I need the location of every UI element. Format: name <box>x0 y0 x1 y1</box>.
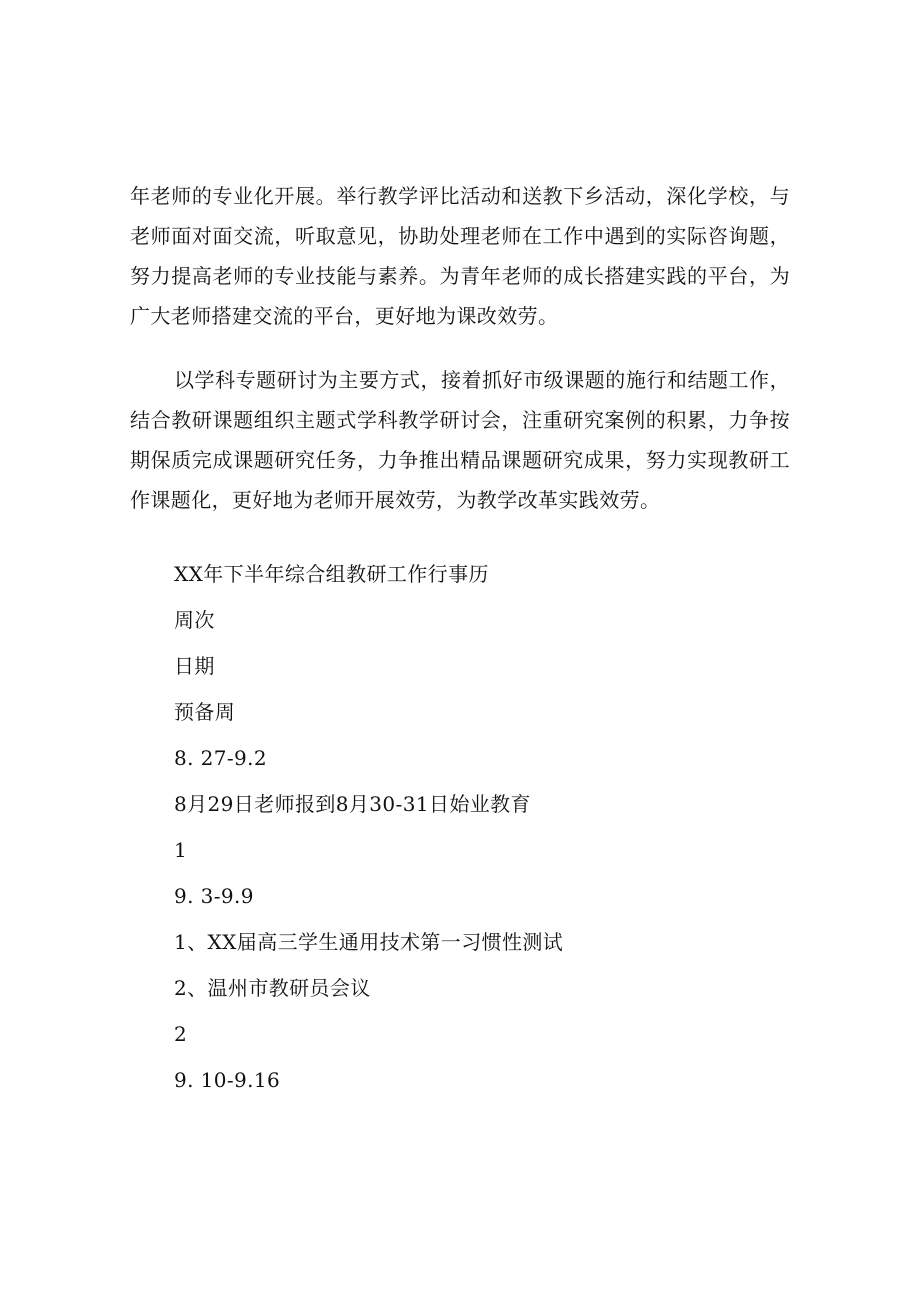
row-week-prep: 预备周 <box>174 700 236 724</box>
row-week-2: 2 <box>174 1022 188 1046</box>
row-week-1: 1 <box>174 838 188 862</box>
schedule-title: XX年下半年综合组教研工作行事历 <box>174 562 489 586</box>
paragraph-teacher-development: 年老师的专业化开展。举行教学评比活动和送教下乡活动，深化学校，与老师面对面交流，听取意见，协助处理老师在工作中遇到的实际咨询题，努力提高老师的专业技能与素养。为青年老师的成长搭建实践的平台，为广大老师搭建交流的平台，更好地为课改效劳。 <box>130 184 790 328</box>
row-event-1-item-2: 2、温州市教研员会议 <box>174 976 371 1000</box>
header-week: 周次 <box>174 608 215 632</box>
row-date-prep: 8. 27-9.2 <box>174 746 268 770</box>
row-date-2: 9. 10-9.16 <box>174 1068 281 1092</box>
row-event-1-item-1: 1、XX届高三学生通用技术第一习惯性测试 <box>174 930 564 954</box>
row-date-1: 9. 3-9.9 <box>174 884 254 908</box>
paragraph-research-topics: 以学科专题研讨为主要方式，接着抓好市级课题的施行和结题工作，结合教研课题组织主题式学科教学研讨会，注重研究案例的积累，力争按期保质完成课题研究任务，力争推出精品课题研究成果，努力实现教研工作课题化，更好地为老师开展效劳，为教学改革实践效劳。 <box>130 368 790 512</box>
header-date: 日期 <box>174 654 215 678</box>
row-event-prep: 8月29日老师报到8月30-31日始业教育 <box>174 792 531 816</box>
